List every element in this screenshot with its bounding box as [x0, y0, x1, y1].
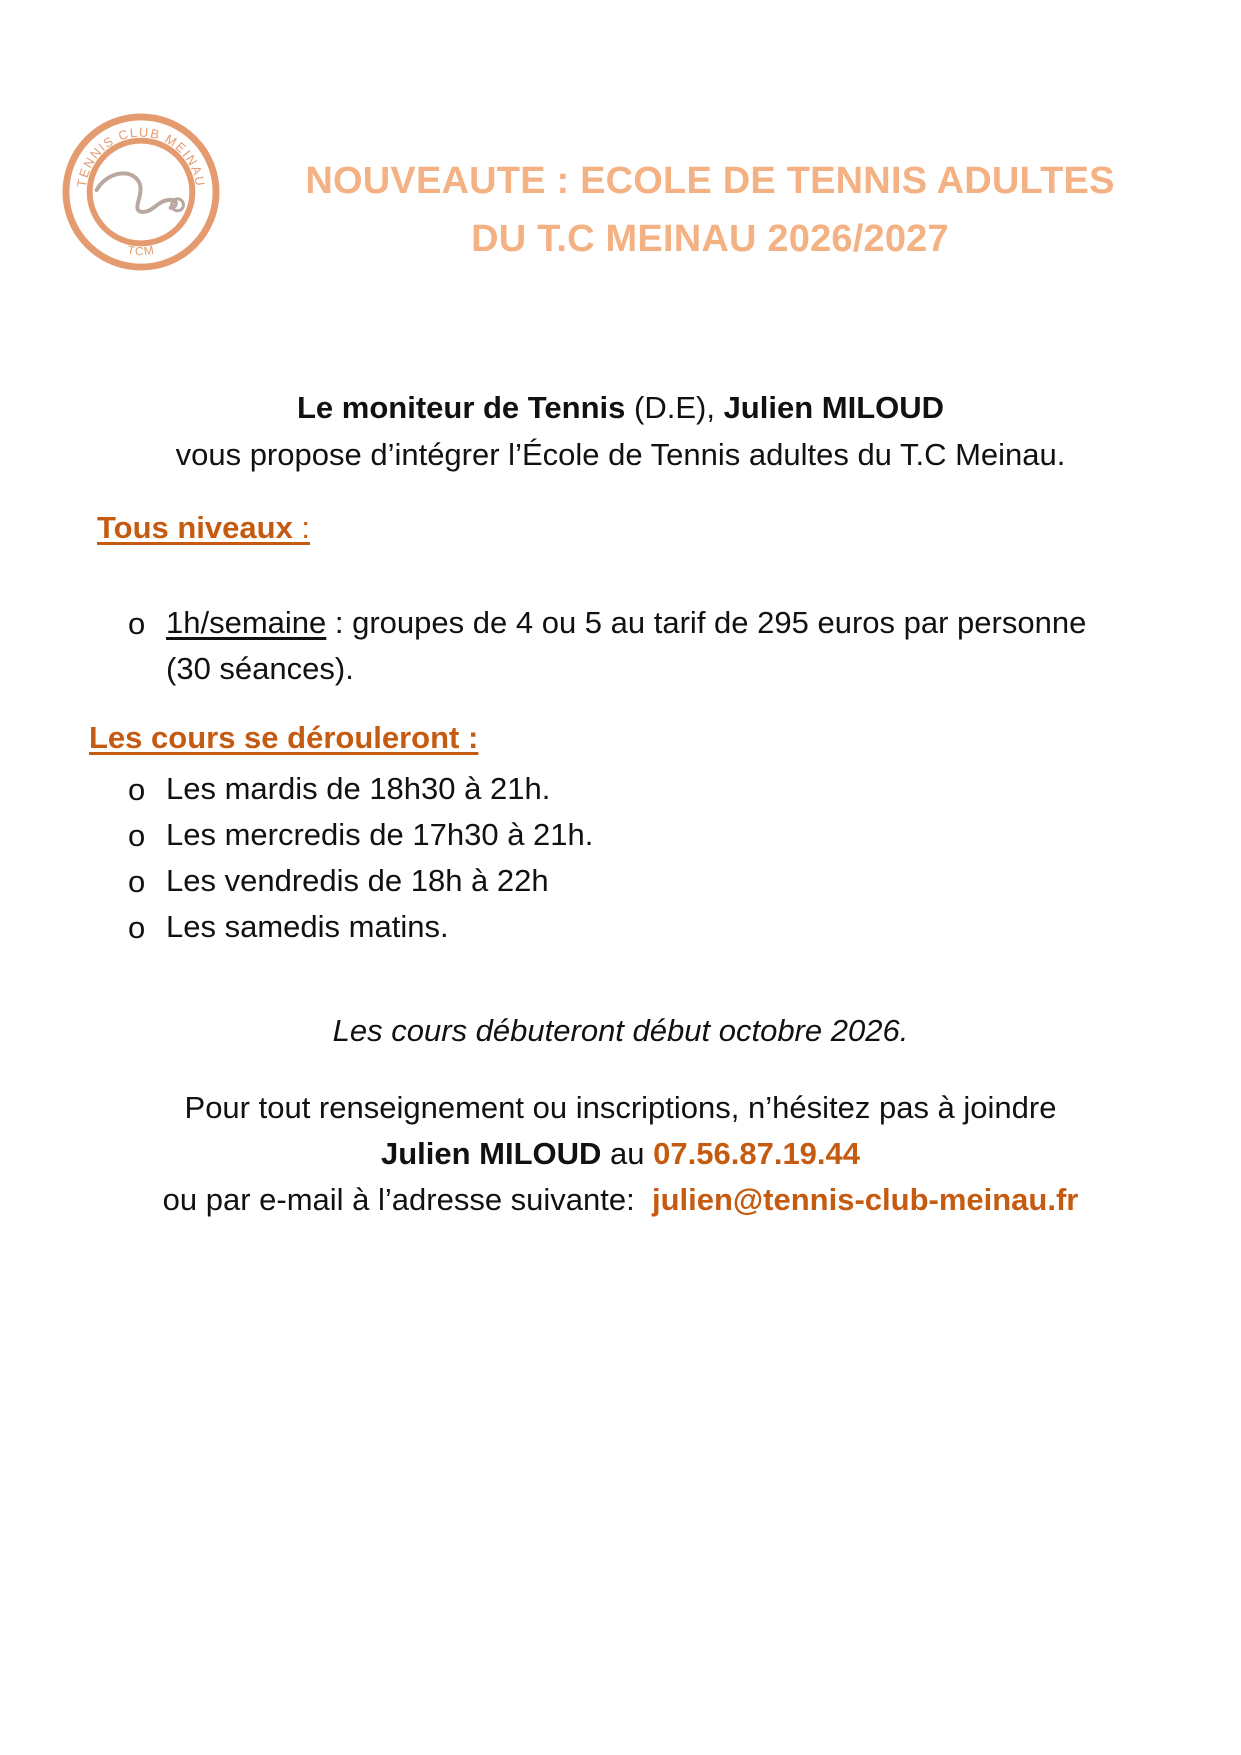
title-line-1: NOUVEAUTE : ECOLE DE TENNIS ADULTES	[305, 160, 1115, 202]
contact-email-prefix: ou par e-mail à l’adresse suivante:	[162, 1182, 652, 1217]
contact-line-3	[0, 1177, 1241, 1223]
intro-instructor-name: Julien MILOUD	[723, 390, 945, 425]
levels-heading-text: Tous niveaux	[97, 510, 293, 545]
list-item	[128, 766, 1088, 812]
bullet-circle-icon: o	[128, 772, 146, 807]
intro-qualification: (D.E),	[625, 390, 724, 425]
schedule-item-text: Les mardis de 18h30 à 21h.	[166, 771, 551, 806]
contact-email-link[interactable]: julien@tennis-club-meinau.fr	[651, 1182, 1079, 1217]
list-item	[128, 858, 1088, 904]
bullet-circle-icon: o	[128, 910, 146, 945]
intro-role: Le moniteur de Tennis	[296, 390, 626, 425]
start-date-note: Les cours débuteront début octobre 2026.	[332, 1013, 909, 1048]
contact-connector: au	[601, 1136, 654, 1171]
racket-swirl-icon	[97, 173, 176, 212]
bullet-circle-icon: o	[128, 606, 146, 641]
intro-line-2: vous propose d’intégrer l’École de Tennis adultes du T.C Meinau.	[175, 437, 1066, 472]
contact-block	[0, 1085, 1241, 1223]
schedule-item-text: Les samedis matins.	[166, 909, 449, 944]
contact-line-1: Pour tout renseignement ou inscriptions, n’hésitez pas à joindre	[184, 1090, 1057, 1125]
bullet-circle-icon: o	[128, 818, 146, 853]
bullet-circle-icon: o	[128, 864, 146, 899]
title-line-2: DU T.C MEINAU 2026/2027	[471, 218, 949, 260]
list-item	[128, 812, 1088, 858]
logo-top-text: TENNIS CLUB MEINAU	[73, 124, 209, 189]
list-item	[128, 600, 1088, 692]
list-item	[128, 904, 1088, 950]
contact-name: Julien MILOUD	[380, 1136, 602, 1171]
intro-line-1	[0, 384, 1241, 431]
frequency-label: 1h/semaine	[166, 605, 327, 640]
page-title	[260, 152, 1160, 268]
levels-heading-suffix: :	[292, 510, 311, 545]
intro-paragraph	[0, 384, 1241, 478]
tennis-club-logo	[62, 113, 220, 271]
levels-heading	[97, 510, 310, 546]
svg-text:TCM	[126, 243, 155, 259]
schedule-item-text: Les mercredis de 17h30 à 21h.	[166, 817, 594, 852]
schedule-item-text: Les vendredis de 18h à 22h	[166, 863, 549, 898]
logo-bottom-text: TCM	[126, 242, 156, 259]
schedule-list	[128, 766, 1088, 950]
contact-phone[interactable]: 07.56.87.19.44	[653, 1136, 861, 1171]
pricing-text: : groupes de 4 ou 5 au tarif de 295 euros par personne (30 séances).	[166, 605, 1087, 686]
schedule-heading: Les cours se dérouleront :	[89, 720, 479, 755]
levels-list	[128, 600, 1088, 692]
contact-line-2	[0, 1131, 1241, 1177]
